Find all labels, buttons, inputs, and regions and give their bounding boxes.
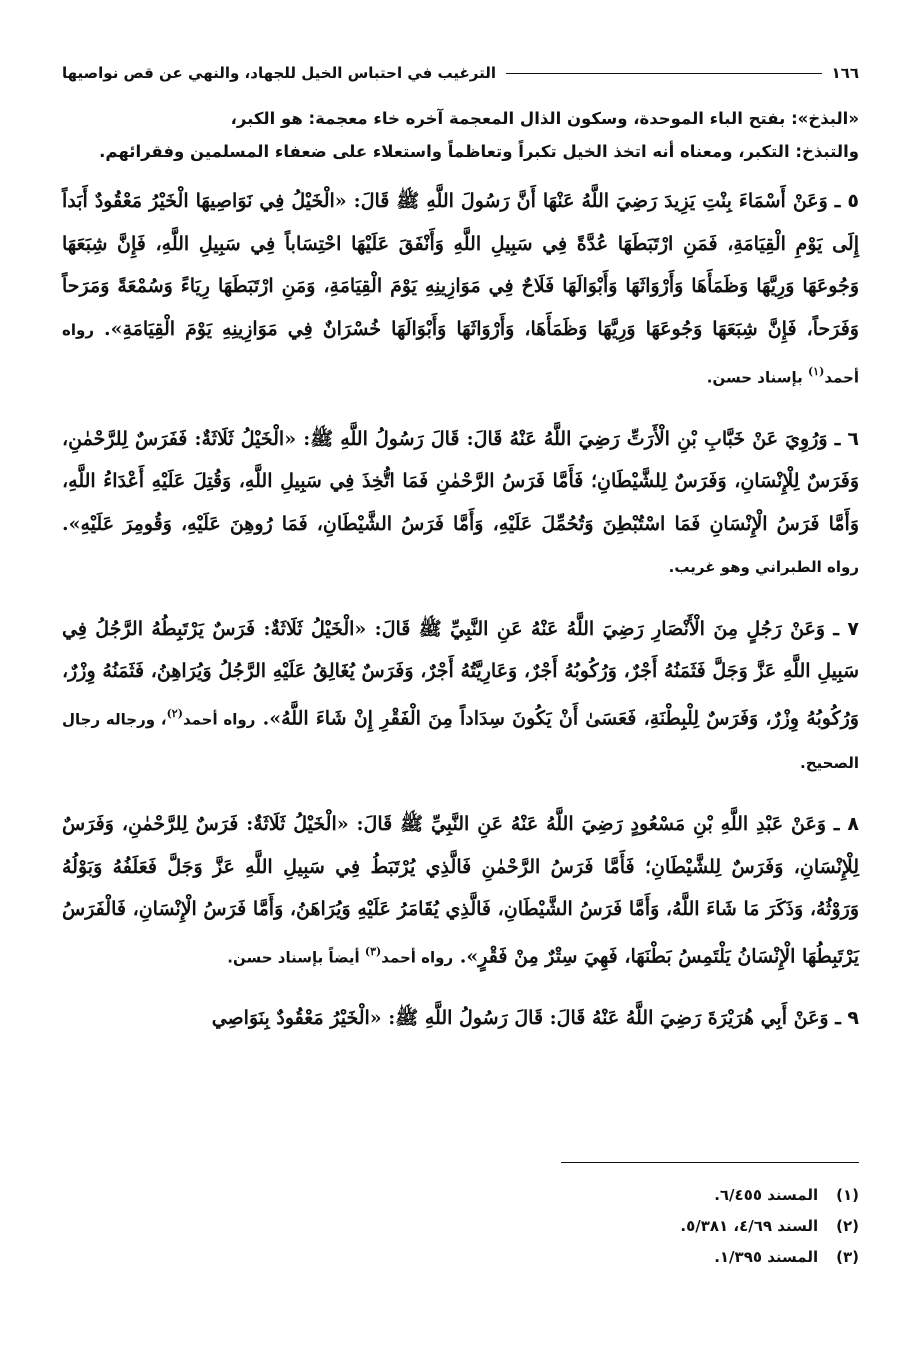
- hadith-text: وَرُوِيَ عَنْ خَبَّابِ بْنِ الْأَرَتِّ رَضِيَ اللَّهُ عَنْهُ قَالَ: قَالَ رَسُولُ اللَّهِ ﷺ: «الْخَيْلُ ثَلَاثَةٌ: فَفَرَسٌ لِلرَّحْمٰنِ، وَفَرَسٌ لِلْإِنْسَانِ، وَفَرَسٌ لِلشَّيْطَانِ؛ فَأَمَّا فَرَسُ الرَّحْمٰنِ فَمَا اتُّخِذَ فِي سَبِيلِ اللَّهِ، وَقُتِلَ عَلَيْهِ أَعْدَاءُ اللَّهِ، وَأَمَّا فَرَسُ الْإِنْسَانِ فَمَا اسْتُبْطِنَ وَتُحُمِّلَ عَلَيْهِ، وَأَمَّا فَرَسُ الشَّيْطَانِ، فَمَا رُوهِنَ عَلَيْهِ، وَقُومِرَ عَلَيْهِ».: [62, 427, 859, 535]
- hadith-paragraph: ٨ ـ وَعَنْ عَبْدِ اللَّهِ بْنِ مَسْعُودٍ رَضِيَ اللَّهُ عَنْهُ عَنِ النَّبِيِّ ﷺ قَالَ: «الْخَيْلُ ثَلَاثَةٌ: فَرَسٌ لِلرَّحْمٰنِ، وَفَرَسٌ لِلْإِنْسَانِ، وَفَرَسٌ لِلشَّيْطَانِ؛ فَأَمَّا فَرَسُ الرَّحْمٰنِ فَالَّذِي يُرْتَبَطُ فِي سَبِيلِ اللَّهِ عَزَّ وَجَلَّ فَعَلَفُهُ وَبَوْلُهُ وَرَوْثُهُ، وَذَكَرَ مَا شَاءَ اللَّهُ، وَأَمَّا فَرَسُ الشَّيْطَانِ، فَالَّذِي يُقَامَرُ عَلَيْهِ وَيُرَاهَنُ، وَأَمَّا فَرَسُ الْإِنْسَانِ، فَالْفَرَسُ يَرْتَبِطُهَا الْإِنْسَانُ يَلْتَمِسُ بَطْنَهَا، فَهِيَ سِتْرٌ مِنْ فَقْرٍ». رواه أحمد$^{(٣)}$ أيضاً بإسناد حسن.: [62, 813, 860, 967]
- hadith-number: ٧: [847, 617, 859, 640]
- footnote-number: (٢): [836, 1217, 859, 1235]
- chapter-title: الترغيب في احتباس الخيل للجهاد، والنهي عن قص نواصيها: [62, 64, 497, 82]
- hadith-number: ٩: [847, 1007, 859, 1030]
- hadith-paragraph: ٩ ـ وَعَنْ أَبِي هُرَيْرَةَ رَضِيَ اللَّهُ عَنْهُ قَالَ: قَالَ رَسُولُ اللَّهِ ﷺ: «الْخَيْرُ مَعْقُودٌ بِنَوَاصِي: [211, 1007, 859, 1030]
- page-number: ١٦٦: [831, 64, 859, 82]
- hadith-paragraph: ٥ ـ وَعَنْ أَسْمَاءَ بِنْتِ يَزِيدَ رَضِيَ اللَّهُ عَنْهَا أَنَّ رَسُولَ اللَّهِ ﷺ قَالَ: «الْخَيْلُ فِي نَوَاصِيهَا الْخَيْرُ مَعْقُودٌ أَبَداً إِلَى يَوْمِ الْقِيَامَةِ، فَمَنِ ارْتَبَطَهَا عُدَّةً فِي سَبِيلِ اللَّهِ وَأَنْفَقَ عَلَيْهَا احْتِسَاباً فِي سَبِيلِ اللَّهِ، فَإِنَّ شِبَعَهَا وَجُوعَهَا وَرِيَّهَا وَظَمَأَهَا وَأَرْوَاثَهَا وَأَبْوَالَهَا فَلَاحٌ فِي مَوَازِينِهِ يَوْمَ الْقِيَامَةِ، وَمَنِ ارْتَبَطَهَا رِيَاءً وَسُمْعَةً وَمَرَحاً وَفَرَحاً، فَإِنَّ شِبَعَهَا وَجُوعَهَا وَرِيَّهَا وَظَمَأَهَا، وَأَرْوَاثَهَا وَأَبْوَالَهَا خُسْرَانٌ فِي مَوَازِينِهِ يَوْمَ الْقِيَامَةِ». رواه أحمد$^{(١)}$ بإسناد حسن.: [62, 190, 859, 387]
- hadith-number: ٦: [847, 427, 860, 450]
- hadith-source: رواه أحمد: [381, 947, 454, 966]
- footnote-mark[interactable]: (٢): [166, 706, 183, 720]
- footnote-text: السند ٤/٦٩، ٥/٣٨١.: [680, 1217, 819, 1235]
- hadith-text: وَعَنْ رَجُلٍ مِنَ الْأَنْصَارِ رَضِيَ اللَّهُ عَنْهُ عَنِ النَّبِيِّ ﷺ قَالَ: «الْخَيْلُ ثَلَاثَةٌ: فَرَسٌ يَرْتَبِطُهُ الرَّجُلُ فِي سَبِيلِ اللَّهِ عَزَّ وَجَلَّ فَثَمَنُهُ أَجْرٌ، وَرُكُوبُهُ أَجْرٌ، وَعَارِيَّتُهُ أَجْرٌ، وَفَرَسٌ يُغَالِقُ عَلَيْهِ الرَّجُلُ وَيُرَاهِنُ، فَثَمَنُهُ وِزْرٌ، وَرُكُوبُهُ وِزْرٌ، وَفَرَسٌ لِلْبِطْنَةِ، فَعَسَىٰ أَنْ يَكُونَ سِدَاداً مِنَ الْفَقْرِ إِنْ شَاءَ اللَّهُ».: [62, 617, 859, 730]
- hadith-text: وَعَنْ عَبْدِ اللَّهِ بْنِ مَسْعُودٍ رَضِيَ اللَّهُ عَنْهُ عَنِ النَّبِيِّ ﷺ قَالَ: «الْخَيْلُ ثَلَاثَةٌ: فَرَسٌ لِلرَّحْمٰنِ، وَفَرَسٌ لِلْإِنْسَانِ، وَفَرَسٌ لِلشَّيْطَانِ؛ فَأَمَّا فَرَسُ الرَّحْمٰنِ فَالَّذِي يُرْتَبَطُ فِي سَبِيلِ اللَّهِ عَزَّ وَجَلَّ فَعَلَفُهُ وَبَوْلُهُ وَرَوْثُهُ، وَذَكَرَ مَا شَاءَ اللَّهُ، وَأَمَّا فَرَسُ الشَّيْطَانِ، فَالَّذِي يُقَامَرُ عَلَيْهِ وَيُرَاهَنُ، وَأَمَّا فَرَسُ الْإِنْسَانِ، فَالْفَرَسُ يَرْتَبِطُهَا الْإِنْسَانُ يَلْتَمِسُ بَطْنَهَا، فَهِيَ سِتْرٌ مِنْ فَقْرٍ».: [62, 813, 859, 967]
- running-header: [62, 58, 859, 88]
- footnote-item: [62, 1211, 859, 1242]
- hadith-text: وَعَنْ أَسْمَاءَ بِنْتِ يَزِيدَ رَضِيَ اللَّهُ عَنْهَا أَنَّ رَسُولَ اللَّهِ ﷺ قَالَ: «الْخَيْلُ فِي نَوَاصِيهَا الْخَيْرُ مَعْقُودٌ أَبَداً إِلَى يَوْمِ الْقِيَامَةِ، فَمَنِ ارْتَبَطَهَا عُدَّةً فِي سَبِيلِ اللَّهِ وَأَنْفَقَ عَلَيْهَا احْتِسَاباً فِي سَبِيلِ اللَّهِ، فَإِنَّ شِبَعَهَا وَجُوعَهَا وَرِيَّهَا وَظَمَأَهَا وَأَرْوَاثَهَا وَأَبْوَالَهَا فَلَاحٌ فِي مَوَازِينِهِ يَوْمَ الْقِيَامَةِ، وَمَنِ ارْتَبَطَهَا رِيَاءً وَسُمْعَةً وَمَرَحاً وَفَرَحاً، فَإِنَّ شِبَعَهَا وَجُوعَهَا وَرِيَّهَا وَظَمَأَهَا، وَأَرْوَاثَهَا وَأَبْوَالَهَا خُسْرَانٌ فِي مَوَازِينِهِ يَوْمَ الْقِيَامَةِ».: [62, 190, 859, 340]
- footnotes: [62, 1180, 859, 1273]
- hadith-source-grade: ، ورجاله رجال الصحيح.: [62, 710, 859, 772]
- footnote-text: المسند ٦/٤٥٥.: [714, 1186, 819, 1204]
- hadith-paragraph: ٦ ـ وَرُوِيَ عَنْ خَبَّابِ بْنِ الْأَرَتِّ رَضِيَ اللَّهُ عَنْهُ قَالَ: قَالَ رَسُولُ اللَّهِ ﷺ: «الْخَيْلُ ثَلَاثَةٌ: فَفَرَسٌ لِلرَّحْمٰنِ، وَفَرَسٌ لِلْإِنْسَانِ، وَفَرَسٌ لِلشَّيْطَانِ؛ فَأَمَّا فَرَسُ الرَّحْمٰنِ فَمَا اتُّخِذَ فِي سَبِيلِ اللَّهِ، وَقُتِلَ عَلَيْهِ أَعْدَاءُ اللَّهِ، وَأَمَّا فَرَسُ الْإِنْسَانِ فَمَا اسْتُبْطِنَ وَتُحُمِّلَ عَلَيْهِ، وَأَمَّا فَرَسُ الشَّيْطَانِ، فَمَا رُوهِنَ عَلَيْهِ، وَقُومِرَ عَلَيْهِ». رواه الطبراني وهو غريب.: [62, 427, 860, 577]
- footnote-number: (٣): [836, 1248, 859, 1266]
- glossary-line: «البذخ»: بفتح الباء الموحدة، وسكون الذال المعجمة آخره خاء معجمة: هو الكبر،: [230, 109, 859, 128]
- footnote-mark[interactable]: (٣): [364, 944, 382, 958]
- glossary-line: والتبذخ: التكبر، ومعناه أنه اتخذ الخيل تكبراً وتعاظماً واستعلاء على ضعفاء المسلمين وفقرائهم.: [99, 142, 859, 161]
- hadith-source: رواه أحمد: [182, 710, 256, 729]
- hadith-source-grade: أيضاً بإسناد حسن.: [227, 947, 365, 966]
- footnote-divider: [561, 1162, 859, 1163]
- header-rule: [506, 73, 821, 74]
- footnote-mark[interactable]: (١): [807, 365, 825, 378]
- hadith-paragraph: ٧ ـ وَعَنْ رَجُلٍ مِنَ الْأَنْصَارِ رَضِيَ اللَّهُ عَنْهُ عَنِ النَّبِيِّ ﷺ قَالَ: «الْخَيْلُ ثَلَاثَةٌ: فَرَسٌ يَرْتَبِطُهُ الرَّجُلُ فِي سَبِيلِ اللَّهِ عَزَّ وَجَلَّ فَثَمَنُهُ أَجْرٌ، وَرُكُوبُهُ أَجْرٌ، وَعَارِيَّتُهُ أَجْرٌ، وَفَرَسٌ يُغَالِقُ عَلَيْهِ الرَّجُلُ وَيُرَاهِنُ، فَثَمَنُهُ وِزْرٌ، وَرُكُوبُهُ وِزْرٌ، وَفَرَسٌ لِلْبِطْنَةِ، فَعَسَىٰ أَنْ يَكُونَ سِدَاداً مِنَ الْفَقْرِ إِنْ شَاءَ اللَّهُ». رواه أحمد$^{(٢)}$، ورجاله رجال الصحيح.: [62, 617, 859, 772]
- footnote-item: [62, 1180, 859, 1211]
- footnote-text: المسند ١/٣٩٥.: [714, 1248, 819, 1266]
- hadith-number: ٨: [847, 813, 860, 836]
- footnote-item: [62, 1242, 859, 1273]
- hadith-source: رواه أحمد: [62, 320, 859, 387]
- hadith-text: وَعَنْ أَبِي هُرَيْرَةَ رَضِيَ اللَّهُ عَنْهُ قَالَ: قَالَ رَسُولُ اللَّهِ ﷺ: «الْخَيْرُ مَعْقُودٌ بِنَوَاصِي: [211, 1007, 829, 1030]
- footnote-number: (١): [836, 1186, 859, 1204]
- hadith-source-grade: بإسناد حسن.: [706, 368, 808, 387]
- hadith-source: رواه الطبراني وهو غريب.: [668, 558, 859, 577]
- hadith-number: ٥: [847, 190, 859, 212]
- glossary-note: [62, 102, 859, 168]
